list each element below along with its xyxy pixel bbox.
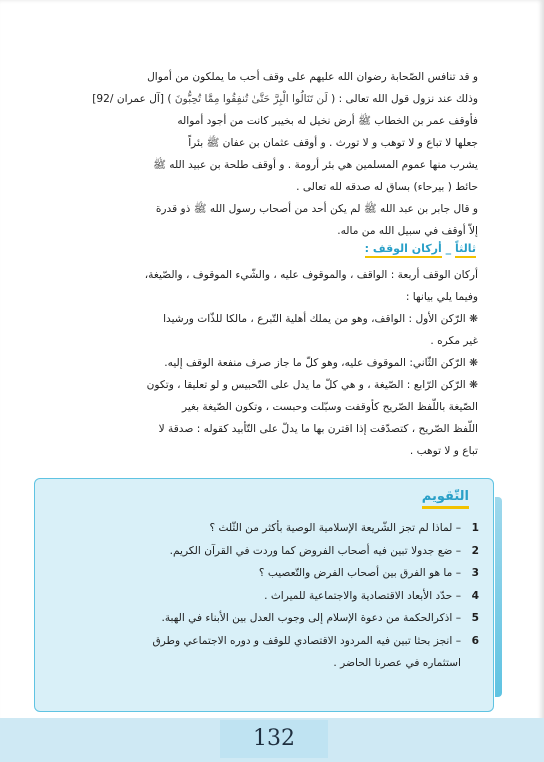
paragraph-line: الصّيغة باللّفظ الصّريح كأوقفت وسبّلت وحبست ، وتكون الصّيغة بغير <box>181 401 478 413</box>
text-span: وذلك عند نزول قول الله تعالى : ( <box>331 93 478 105</box>
item-number: 2 <box>471 544 479 557</box>
list-item <box>59 585 479 608</box>
item-text: – ما هو الفرق بين أصحاب الفرض والتّعصيب ؟ <box>258 567 461 579</box>
item-text: – لماذا لم تجز الشّريعة الإسلامية الوصية بأكثر من الثّلث ؟ <box>209 522 461 534</box>
box-side-strip <box>495 497 502 697</box>
item-text: – انجز بحثا تبين فيه المردود الاقتصادي للوقف و دوره الاجتماعي وطرق <box>152 634 461 647</box>
verse-citation: ) [آل عمران /92] <box>92 93 172 105</box>
item-text-continued: استثماره في عصرنا الحاضر . <box>333 657 461 669</box>
paragraph-line <box>58 88 478 110</box>
section-dash: _ <box>441 242 452 255</box>
page-number: 132 <box>253 726 295 751</box>
evaluation-title <box>422 489 469 504</box>
evaluation-box <box>34 478 494 712</box>
paragraph-line: غير مكره . <box>430 335 478 347</box>
paragraph-line: إلاّ أوقف في سبيل الله من ماله. <box>337 225 478 237</box>
item-number: 1 <box>471 522 479 534</box>
quran-verse: لَن تَنَالُوا الْبِرَّ حَتَّىٰ تُنفِقُوا مِمَّا تُحِبُّونَ <box>174 93 328 105</box>
item-number: 6 <box>471 634 479 647</box>
list-item <box>59 540 479 563</box>
section-title: أركان الوقف : <box>365 242 442 258</box>
item-text: – حدّد الأبعاد الاقتصادية والاجتماعية للميراث . <box>264 589 461 602</box>
list-item <box>59 517 479 540</box>
list-item <box>59 630 479 675</box>
section-heading <box>365 242 476 258</box>
paragraph-line: و قد تنافس الصّحابة رضوان الله عليهم على وقف أحب ما يملكون من أموال <box>147 71 478 83</box>
pillars-text <box>58 264 478 462</box>
paragraph-line: تباع و لا توهب . <box>409 445 478 457</box>
item-number: 4 <box>471 589 479 602</box>
paragraph-line: ❋ الرّكن الأول : الواقف، وهو من يملك أهلية التّبرع ، مالكا للذّات ورشيدا <box>163 313 478 325</box>
item-text: – اذكرالحكمة من دعوة الإسلام إلى وجوب العدل بين الأبناء في الهبة. <box>161 612 461 624</box>
list-item <box>59 607 479 630</box>
item-number: 3 <box>471 567 479 579</box>
paragraph-line: و قال جابر بن عبد الله ﷺ لم يكن أحد من أصحاب رسول الله ﷺ ذو قدرة <box>155 203 478 215</box>
item-text: – ضع جدولا تبين فيه أصحاب الفروض كما وردت في القرآن الكريم. <box>169 544 461 557</box>
intro-text <box>58 66 478 242</box>
list-item <box>59 562 479 585</box>
paragraph-line: اللّفظ الصّريح ، كتصدّقت إذا اقترن بها ما يدلّ على التّأبيد كقوله : صدقة لا <box>158 423 478 435</box>
paragraph-line: فأوقف عمر بن الخطاب ﷺ أرض نخيل له بخيبر كانت من أجود أمواله <box>177 115 478 127</box>
paragraph-line: يشرب منها عموم المسلمين هي بئر أرومة . و أوقف طلحة بن عبيد الله ﷺ <box>153 159 478 171</box>
paragraph-line: جعلها لا تباع و لا توهب و لا تورث . و أوقف عثمان بن عفان ﷺ بئراً <box>188 137 478 149</box>
evaluation-list <box>59 517 479 675</box>
evaluation-title-text: التّقويم <box>422 489 469 509</box>
paragraph-line: أركان الوقف أربعة : الواقف ، والموقوف عليه ، والشّيء الموقوف ، والصّيغة، <box>144 269 478 281</box>
paragraph-line: حائط ( بيرحاء) بساق له صدقه لله تعالى . <box>296 181 478 193</box>
paragraph-line: وفيما يلي بيانها : <box>405 291 478 303</box>
paragraph-line: ❋ الرّكن الرّابع : الصّيغة ، و هي كلّ ما يدل على التّحبيس و لو تعليقا ، وتكون <box>146 379 478 391</box>
paragraph-line: ❋ الرّكن الثّاني: الموقوف عليه، وهو كلّ ما جاز صرف منفعة الوقف إليه. <box>164 357 478 369</box>
item-number: 5 <box>471 612 479 624</box>
section-number: ثالثاً <box>455 242 476 258</box>
